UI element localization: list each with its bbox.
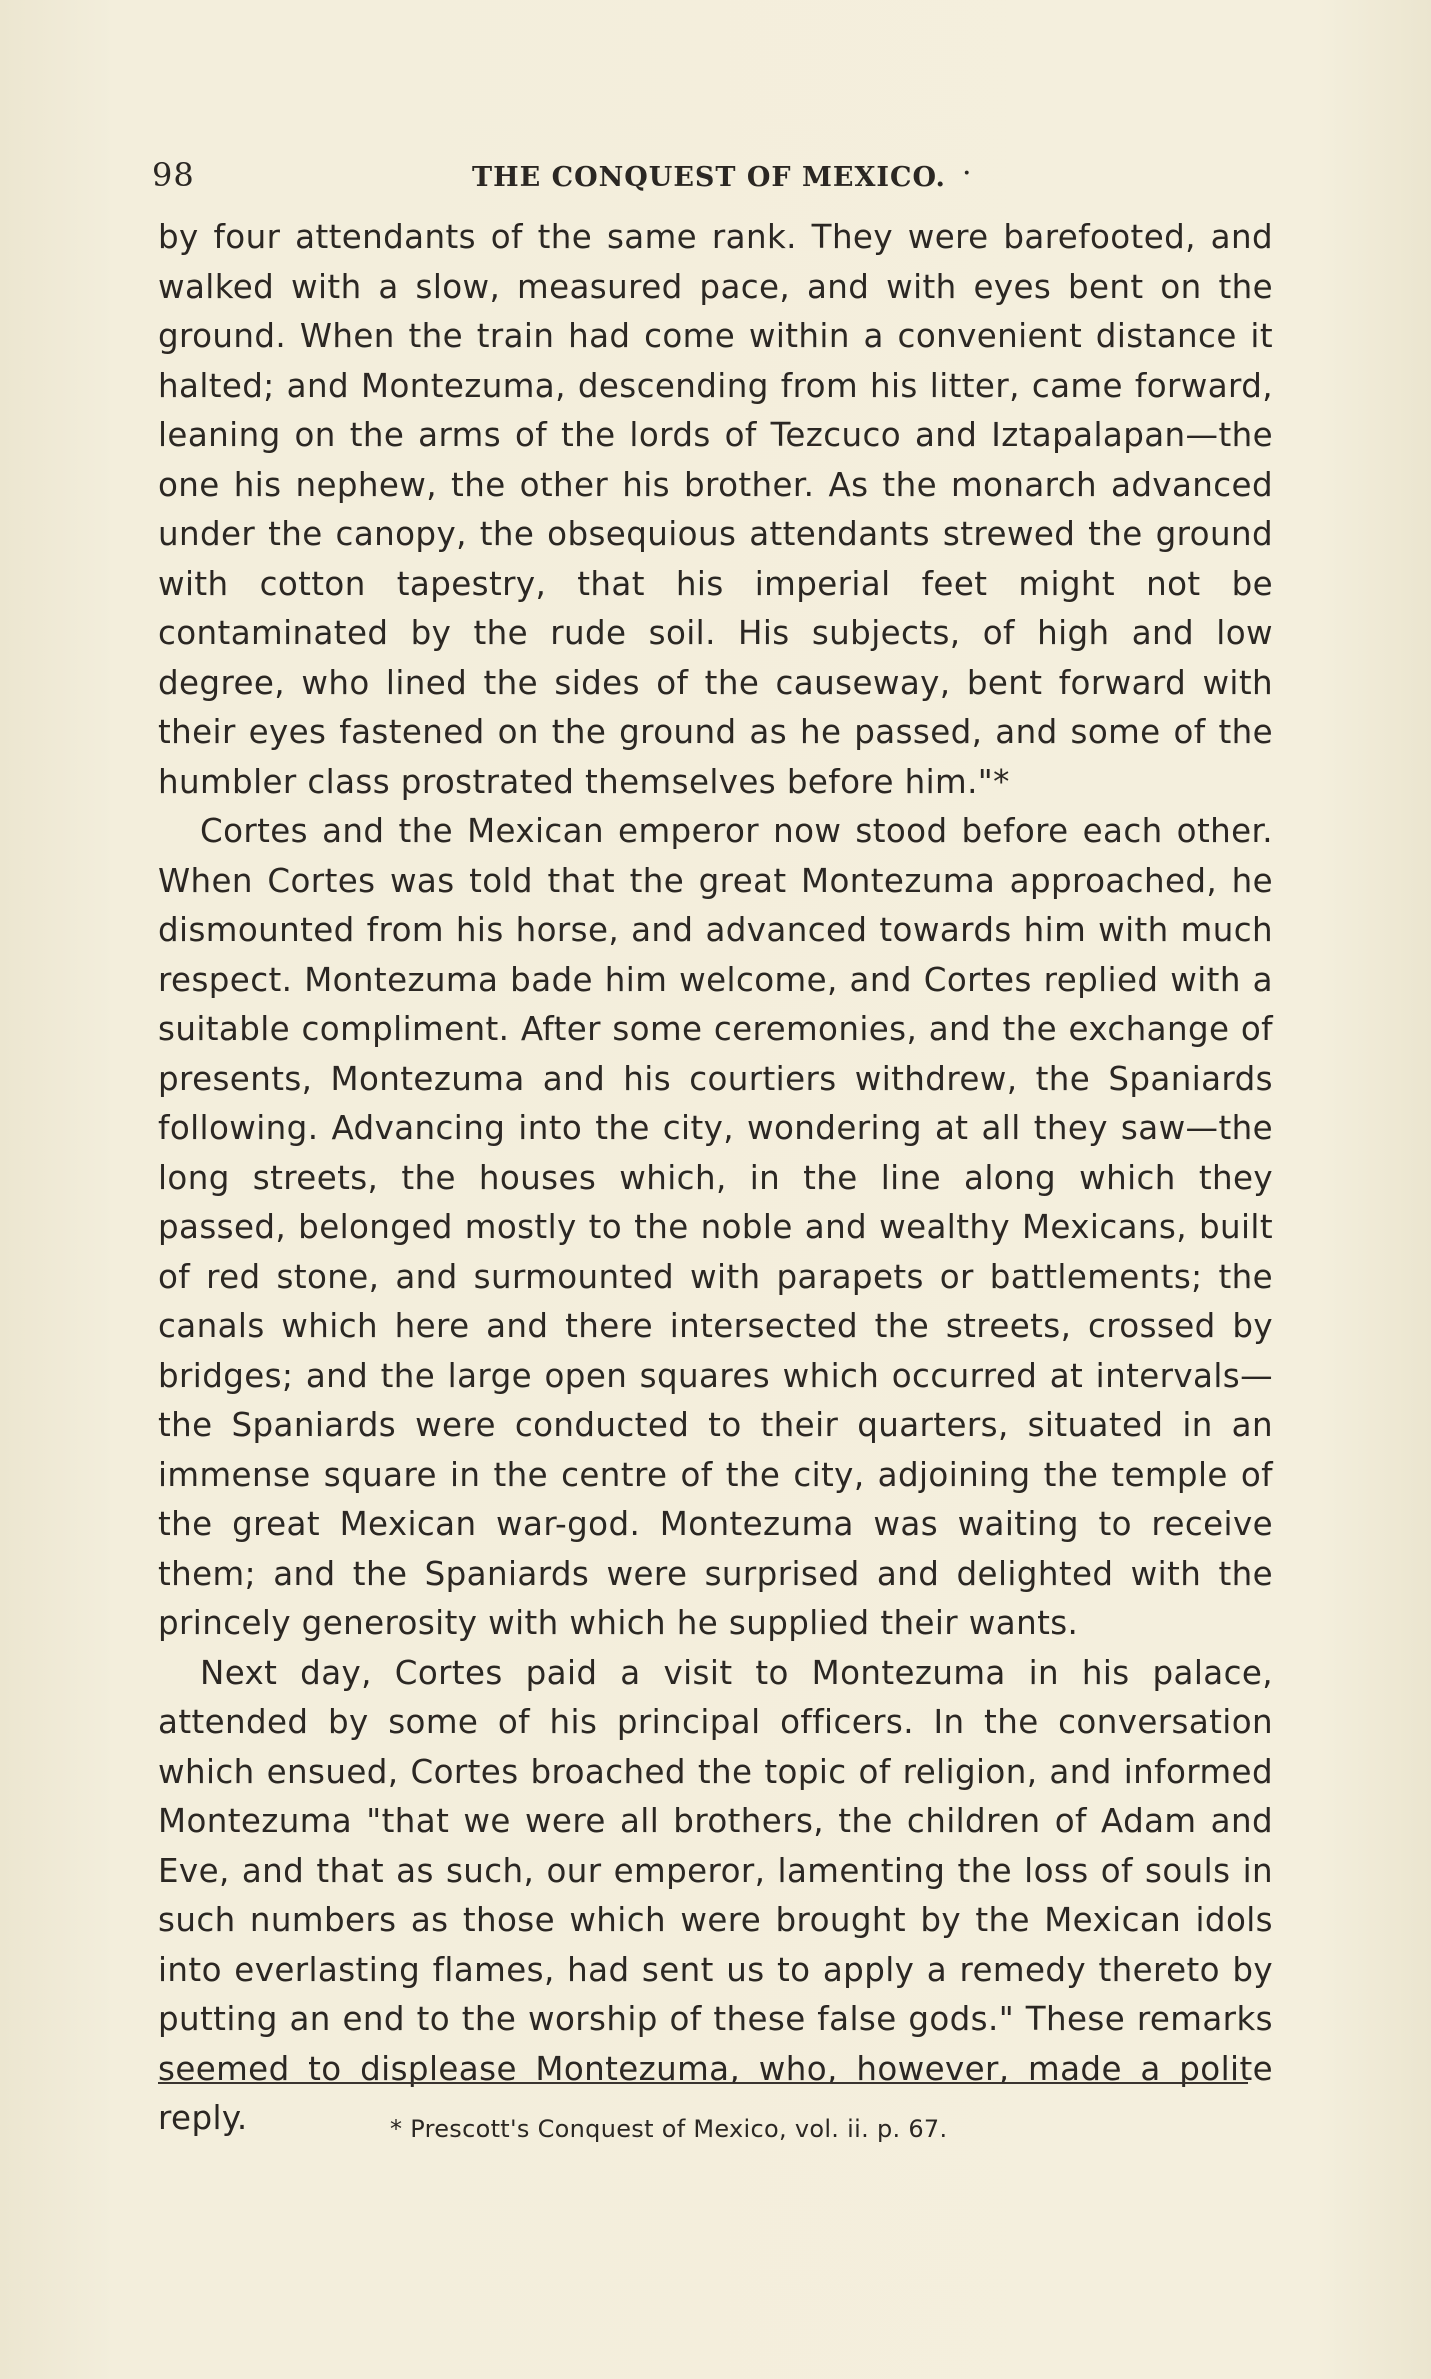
paragraph-1: by four attendants of the same rank. They were barefooted, and walked with a slow, measured pace, and with eyes bent on the ground. When the train had come within a convenient distance it halted; and Montezuma, descending from his litter, came forward, leaning on the arms of the lords of Tezcuco and Iztapalapan—the one his nephew, the other his brother. As the monarch advanced under the canopy, the obsequious attendants strewed the ground with cotton tapestry, that his imperial feet might not be contaminated by the rude soil. His subjects, of high and low degree, who lined the sides of the causeway, bent forward with their eyes fastened on the ground as he passed, and some of the humbler class prostrated themselves before him."* [158, 218, 1273, 801]
page-number: 98 [152, 156, 195, 194]
page-header [152, 150, 1282, 200]
running-head: THE CONQUEST OF MEXICO. [472, 162, 946, 193]
paragraph-2: Cortes and the Mexican emperor now stood before each other. When Cortes was told that the great Montezuma approached, he dismounted from his horse, and advanced towards him with much respect. Montezuma bade him welcome, and Cortes replied with a suitable compliment. After some ceremonies, and the exchange of presents, Montezuma and his courtiers withdrew, the Spaniards following. Advancing into the city, wondering at all they saw—the long streets, the houses which, in the line along which they passed, belonged mostly to the noble and wealthy Mexicans, built of red stone, and surmounted with parapets or battlements; the canals which here and there intersected the streets, crossed by bridges; and the large open squares which occurred at intervals—the Spaniards were conducted to their quarters, situated in an immense square in the centre of the city, adjoining the temple of the great Mexican war-god. Montezuma was waiting to receive them; and the Spaniards were surprised and delighted with the princely generosity with which he supplied their wants. [158, 812, 1273, 1642]
paragraph-3: Next day, Cortes paid a visit to Montezuma in his palace, attended by some of his principal officers. In the conversation which ensued, Cortes broached the topic of religion, and informed Montezuma "that we were all brothers, the children of Adam and Eve, and that as such, our emperor, lamenting the loss of souls in such numbers as those which were brought by the Mexican idols into everlasting flames, had sent us to apply a remedy thereto by putting an end to the worship of these false gods." These remarks seemed to displease Montezuma, who, however, made a polite reply. [158, 1653, 1273, 2137]
footnote: * Prescott's Conquest of Mexico, vol. ii. p. 67. [390, 2115, 948, 2143]
footnote-separator-rule [158, 2082, 1248, 2084]
header-ornament-dot: · [962, 156, 972, 191]
body-text [158, 213, 1273, 2144]
